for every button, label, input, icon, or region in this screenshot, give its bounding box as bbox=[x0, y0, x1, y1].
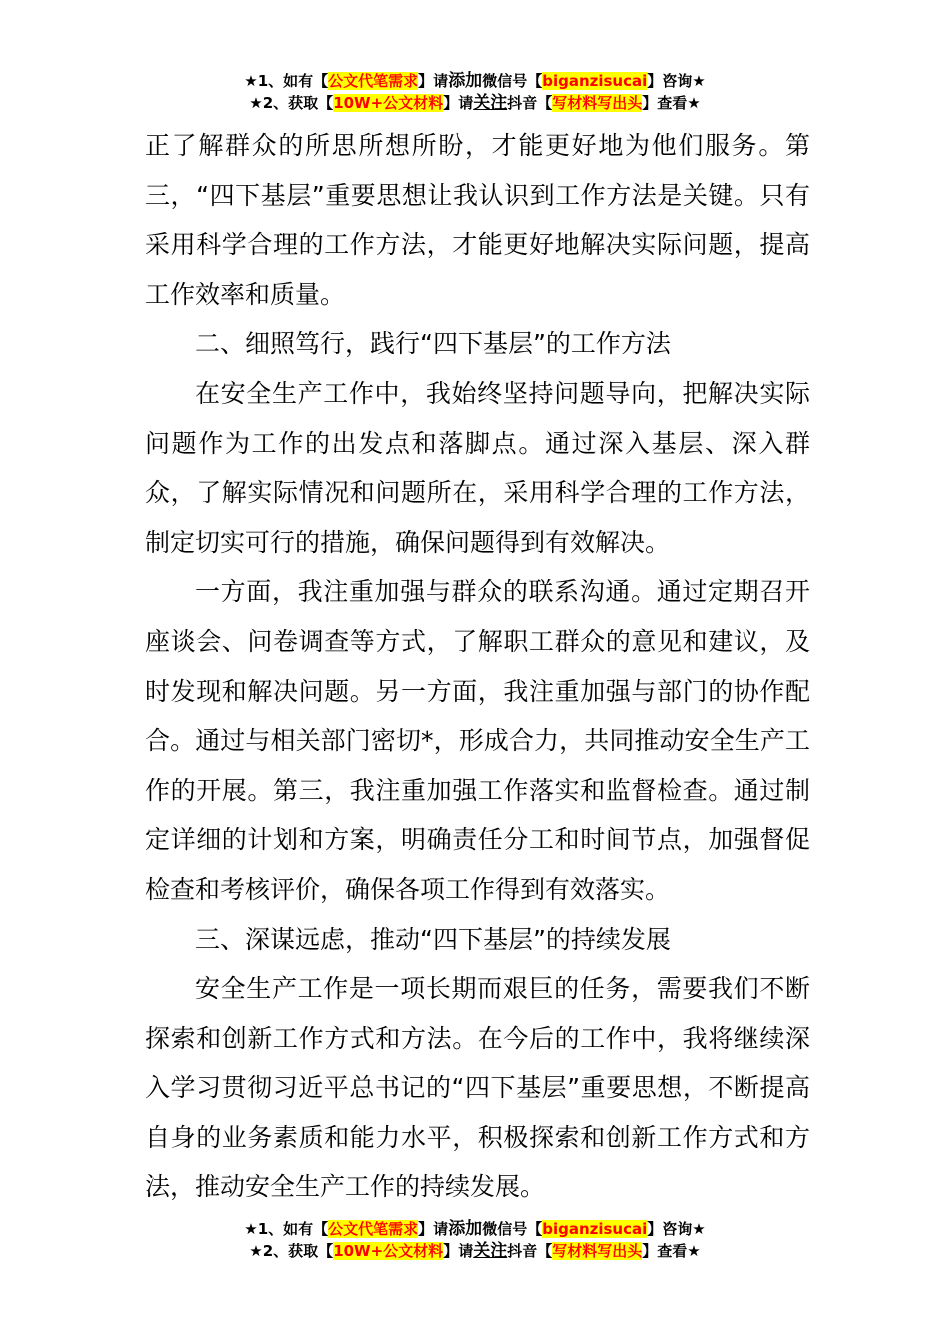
banner-text: ★2、获取【 bbox=[249, 1242, 334, 1260]
body-paragraph: 在安全生产工作中，我始终坚持问题导向，把解决实际问题作为工作的出发点和落脚点。通过深入基层、深入群众，了解实际情况和问题所在，采用科学合理的工作方法，制定切实可行的措施，确保问题得到有效解决。 bbox=[145, 378, 810, 557]
header-banner-line-2 bbox=[0, 92, 950, 114]
banner-text: 】请 bbox=[443, 1242, 474, 1260]
body-paragraph: 安全生产工作是一项长期而艰巨的任务，需要我们不断探索和创新工作方式和方法。在今后的工作中，我将继续深入学习贯彻习近平总书记的“四下基层”重要思想，不断提高自身的业务素质和能力水平，积极探索和创新工作方式和方法，推动安全生产工作的持续发展。 bbox=[145, 974, 810, 1202]
banner-text: 】咨询★ bbox=[647, 1220, 706, 1238]
document-body bbox=[145, 121, 810, 1212]
banner-emphasis: 添加 bbox=[448, 1219, 483, 1239]
banner-text: 】请 bbox=[418, 72, 449, 90]
banner-text: ★1、如有【 bbox=[244, 72, 329, 90]
banner-text: 】查看★ bbox=[642, 1242, 701, 1260]
banner-douyin-id: 写材料写出头 bbox=[552, 94, 643, 112]
banner-emphasis: 添加 bbox=[448, 71, 483, 91]
banner-emphasis: 关注 bbox=[473, 93, 508, 113]
banner-highlight: 公文代笔需求 bbox=[328, 1220, 419, 1238]
section-heading: 三、深谋远虑，推动“四下基层”的持续发展 bbox=[195, 924, 671, 954]
body-paragraph: 正了解群众的所思所想所盼，才能更好地为他们服务。第三，“四下基层”重要思想让我认识到工作方法是关键。只有采用科学合理的工作方法，才能更好地解决实际问题，提高工作效率和质量。 bbox=[145, 131, 810, 309]
banner-emphasis: 关注 bbox=[473, 1241, 508, 1261]
banner-text: 微信号【 bbox=[482, 1220, 543, 1238]
footer-banner-line-1 bbox=[0, 1218, 950, 1240]
banner-highlight: 公文代笔需求 bbox=[328, 72, 419, 90]
banner-text: 】请 bbox=[443, 94, 474, 112]
banner-text: ★1、如有【 bbox=[244, 1220, 329, 1238]
banner-text: 抖音【 bbox=[507, 1242, 553, 1260]
section-heading: 二、细照笃行，践行“四下基层”的工作方法 bbox=[195, 329, 671, 359]
header-banner bbox=[0, 70, 950, 114]
banner-wechat-id: biganzisucai bbox=[542, 72, 648, 90]
body-paragraph: 一方面，我注重加强与群众的联系沟通。通过定期召开座谈会、问卷调查等方式，了解职工群众的意见和建议，及时发现和解决问题。另一方面，我注重加强与部门的协作配合。通过与相关部门密切*，形成合力，共同推动安全生产工作的开展。第三，我注重加强工作落实和监督检查。通过制定详细的计划和方案，明确责任分工和时间节点，加强督促检查和考核评价，确保各项工作得到有效落实。 bbox=[145, 577, 810, 904]
banner-wechat-id: biganzisucai bbox=[542, 1220, 648, 1238]
banner-highlight: 10W+公文材料 bbox=[333, 94, 444, 112]
banner-text: 】查看★ bbox=[642, 94, 701, 112]
footer-banner bbox=[0, 1218, 950, 1262]
header-banner-line-1 bbox=[0, 70, 950, 92]
banner-text: ★2、获取【 bbox=[249, 94, 334, 112]
footer-banner-line-2 bbox=[0, 1240, 950, 1262]
banner-text: 】请 bbox=[418, 1220, 449, 1238]
banner-text: 抖音【 bbox=[507, 94, 553, 112]
banner-text: 微信号【 bbox=[482, 72, 543, 90]
banner-highlight: 10W+公文材料 bbox=[333, 1242, 444, 1260]
banner-text: 】咨询★ bbox=[647, 72, 706, 90]
banner-douyin-id: 写材料写出头 bbox=[552, 1242, 643, 1260]
